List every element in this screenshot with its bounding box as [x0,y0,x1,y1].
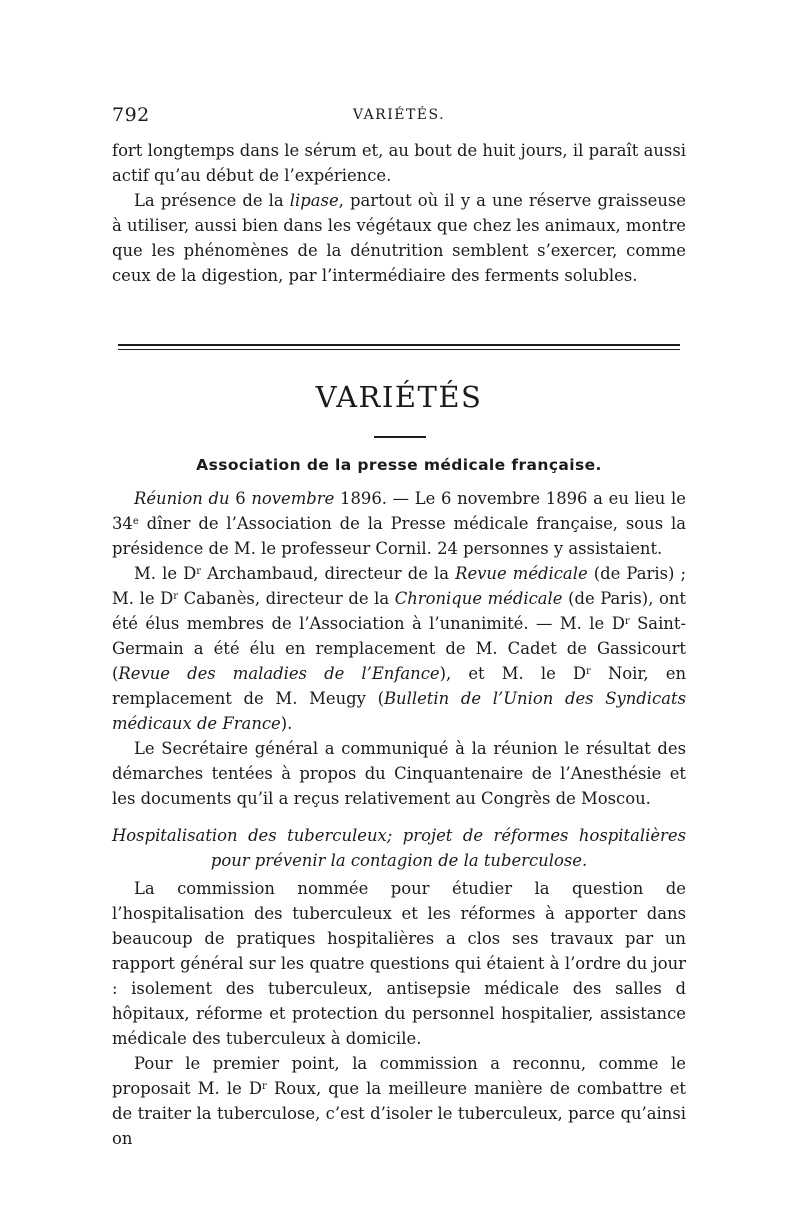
italic-title: Bulletin de l’Union des Syndicats médicaux de France [112,689,686,733]
paragraph [112,561,686,736]
paragraph: La commission nommée pour étudier la question de l’hospitalisation des tuberculeux et les réformes à apporter dans beaucoup de pratiques hospitalières a clos ses travaux par un rapport général sur les quatre questions qui étaient à l’ordre du jour : isolement des tuberculeux, antisepsie médicale des salles d hôpitaux, réforme et protection du personnel hospitalier, assistance médicale des tuberculeux à domicile. [112,879,686,1048]
italic-title: Revue médicale [455,564,588,583]
text-span: Archambaud, directeur de la [201,564,456,583]
association-article [112,486,686,811]
title-underline [374,436,426,438]
italic-text: Réunion du [134,489,230,508]
italic-title: Chronique médicale [394,589,563,608]
text-span: La présence de la [134,191,290,210]
text-span: Cabanès, directeur de la [178,589,395,608]
superscript: e [132,516,139,527]
superscript: r [196,566,202,577]
text-span: Pour le premier point, la commission a reconnu, comme le proposait M. le D [112,1054,686,1098]
article-heading: Association de la presse médicale française. [196,456,602,474]
text-span: dîner de l’Association de la Presse médicale française, sous la présidence de M. le professeur Cornil. 24 personnes y assistaient. [112,514,686,558]
paragraph [112,1051,686,1151]
text-span: , partout où il y a une réserve graisseuse à utiliser, aussi bien dans les végétaux que chez les animaux, montre que les phénomènes de la dénutrition semblent s’exercer, comme ceux de la digestion, par l’intermédiaire des ferments solubles. [112,191,686,285]
paragraph [112,486,686,561]
page-number: 792 [112,104,150,126]
text-span: 6 [229,489,252,508]
superscript: r [624,616,630,627]
section-title: VARIÉTÉS [315,380,483,414]
superscript: r [586,666,591,677]
text-span: Noir, en remplacement de M. Meugy ( [112,664,687,708]
section-divider [118,344,680,350]
heading-line: pour prévenir la contagion de la tuberculose. [210,851,588,870]
running-head [112,104,686,128]
paragraph [112,188,686,288]
superscript: r [173,591,179,602]
superscript: r [262,1081,267,1092]
text-span: 1896. — Le 6 novembre 1896 a eu lieu le 34 [112,489,686,533]
text-span: ), et M. le D [439,664,587,683]
paragraph: fort longtemps dans le sérum et, au bout de huit jours, il paraît aussi actif qu’au début de l’expérience. [112,141,686,185]
text-span: ). [280,714,293,733]
italic-title: Revue des maladies de l’Enfance [118,664,440,683]
italic-text: novembre [251,489,335,508]
text-span: Roux, que la meilleure manière de combattre et de traiter la tuberculose, c’est d’isoler le tuberculeux, parce qu’ainsi on [112,1079,687,1148]
text-span: (de Paris) ; M. le D [112,564,687,608]
subsection-heading [112,823,686,873]
text-span: Saint-Germain a été élu en remplacement de M. Cadet de Gassicourt ( [112,614,686,683]
heading-line: Hospitalisation des tuberculeux; projet de réformes hospitalières [112,826,686,845]
text-span: M. le D [134,564,197,583]
italic-term: lipase [289,191,339,210]
hospitalisation-article [112,876,686,1151]
paragraph: Le Secrétaire général a communiqué à la réunion le résultat des démarches tentées à propos du Cinquantenaire de l’Anesthésie et les documents qu’il a reçus relativement au Congrès de Moscou. [112,739,686,808]
text-span: (de Paris), ont été élus membres de l’Association à l’unanimité. — M. le D [112,589,686,633]
running-title: VARIÉTÉS. [352,107,446,123]
continuation-text [112,138,686,288]
